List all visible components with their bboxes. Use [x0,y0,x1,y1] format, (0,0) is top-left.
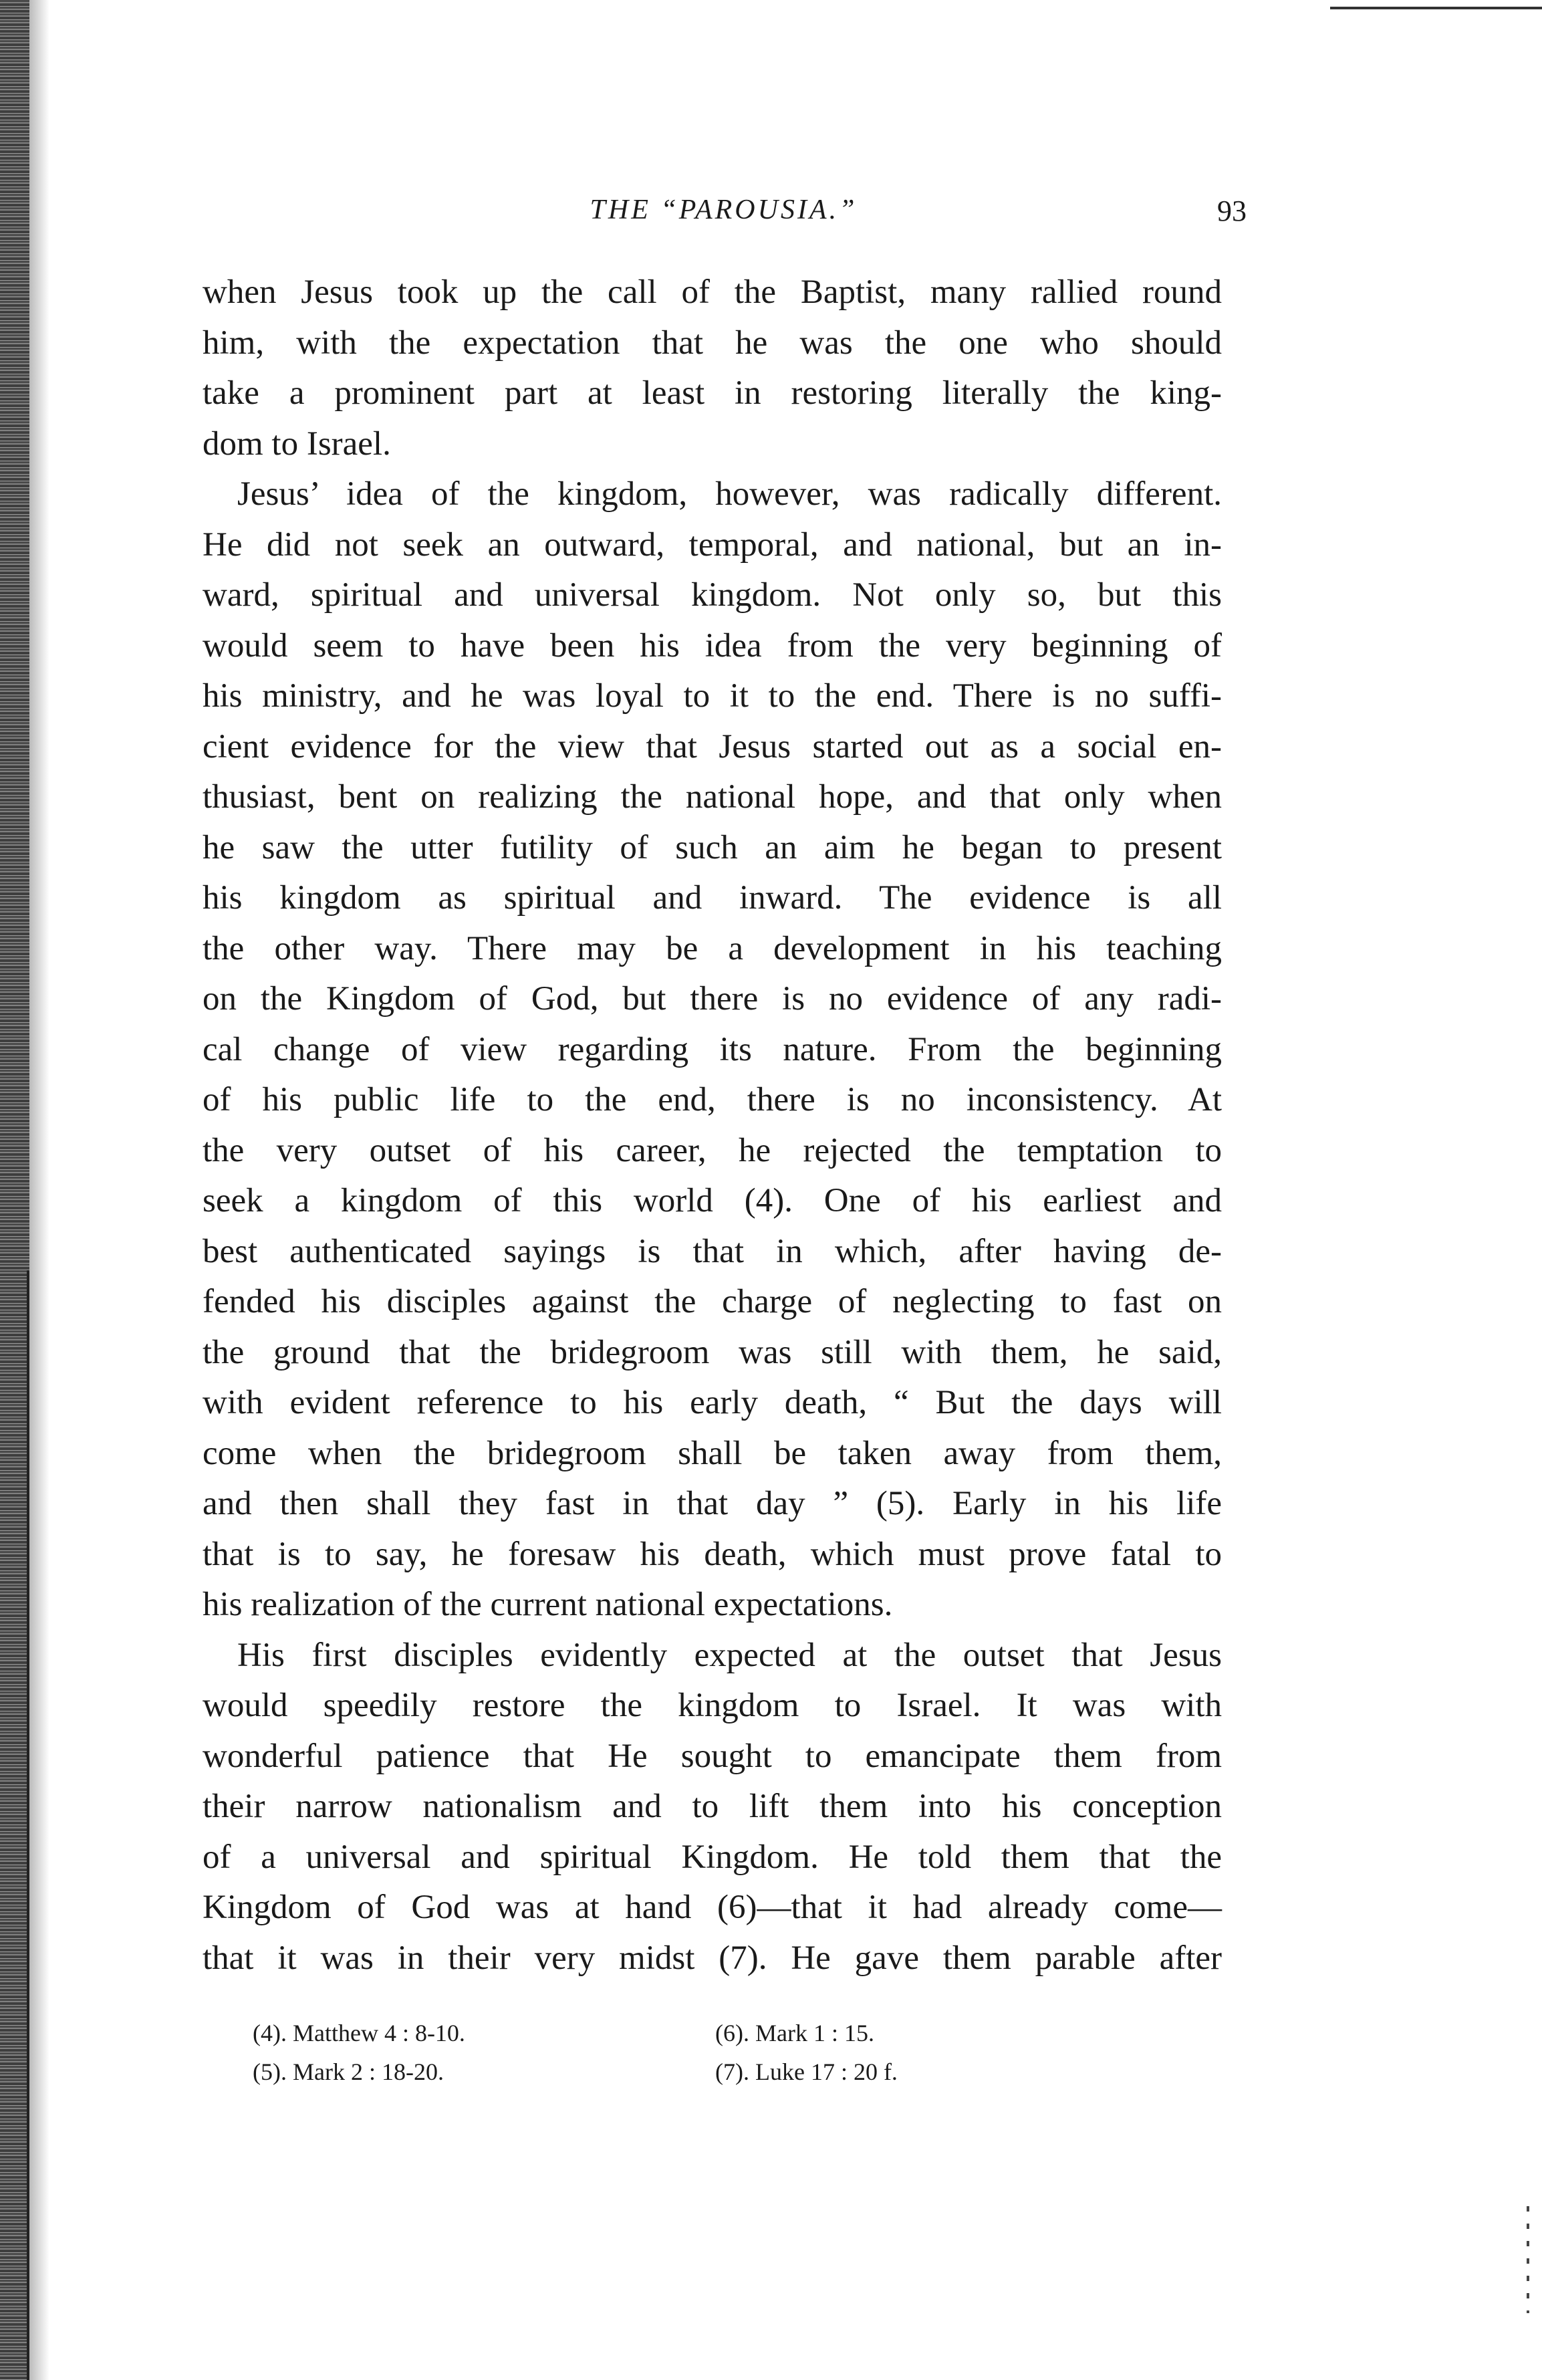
text-line: on the Kingdom of God, but there is no evidence of any radi- [203,980,1222,1018]
binding-shadow [29,0,49,2380]
text-line: would speedily restore the kingdom to Israel. It was with [203,1687,1222,1724]
footnote-row [253,2014,1122,2052]
text-line: thusiast, bent on realizing the national hope, and that only when [203,778,1222,816]
text-line: seek a kingdom of this world (4). One of his earliest and [203,1182,1222,1219]
text-line: cient evidence for the view that Jesus started out as a social en- [203,727,1222,765]
paragraph [203,469,1222,1631]
text-line: come when the bridegroom shall be taken away from them, [203,1434,1222,1472]
text-line: that is to say, he foresaw his death, which must prove fatal to [203,1535,1222,1573]
text-line: ward, spiritual and universal kingdom. Not only so, but this [203,576,1222,614]
text-line: him, with the expectation that he was the one who should [203,324,1222,362]
footnote-7: (7). Luke 17 : 20 f. [715,2058,898,2085]
scan-specks [1527,2206,1529,2313]
text-line: his kingdom as spiritual and inward. The evidence is all [203,879,1222,917]
text-line: the ground that the bridegroom was still with them, he said, [203,1333,1222,1371]
text-line: that it was in their very midst (7). He gave them parable after [203,1939,1222,1977]
text-line: the very outset of his career, he rejected the temptation to [203,1131,1222,1169]
text-line: fended his disciples against the charge of neglecting to fast on [203,1283,1222,1320]
paragraph [203,267,1222,469]
text-line: Kingdom of God was at hand (6)—that it had already come— [203,1889,1222,1926]
body-text [203,267,1222,1984]
scan-edge-rule [1330,7,1542,9]
text-line: wonderful patience that He sought to emancipate them from [203,1737,1222,1775]
text-line: He did not seek an outward, temporal, and national, but an in- [203,525,1222,564]
text-line: take a prominent part at least in restoring literally the king- [203,374,1222,412]
footnote-4: (4). Matthew 4 : 8-10. [253,2020,465,2046]
footnote-5: (5). Mark 2 : 18-20. [253,2058,444,2085]
text-line: best authenticated sayings is that in which, after having de- [203,1232,1222,1270]
text-line: his ministry, and he was loyal to it to the end. There is no suffi- [203,677,1222,715]
text-line: cal change of view regarding its nature. From the beginning [203,1030,1222,1068]
text-line: and then shall they fast in that day ” (5). Early in his life [203,1485,1222,1522]
text-line: the other way. There may be a development in his teaching [203,929,1222,967]
text-line: his realization of the current national expectations. [203,1586,893,1623]
text-line: when Jesus took up the call of the Baptist, many rallied round [203,273,1222,311]
binding-edge [0,0,29,2380]
footnote-6: (6). Mark 1 : 15. [715,2020,874,2046]
text-line: with evident reference to his early death, “ But the days will [203,1384,1222,1421]
running-title: THE “PAROUSIA.” [590,195,858,225]
text-line: would seem to have been his idea from the very beginning of [203,626,1222,665]
text-line: of his public life to the end, there is no inconsistency. At [203,1081,1222,1118]
text-line: he saw the utter futility of such an aim he began to present [203,828,1222,866]
page-number: 93 [1217,195,1247,227]
text-line: dom to Israel. [203,425,391,463]
text-line: their narrow nationalism and to lift them into his conception [203,1788,1222,1825]
text-line: Jesus’ idea of the kingdom, however, was radically different. [237,475,1222,513]
running-header [201,194,1247,234]
footnote-row [253,2052,1122,2091]
footnotes [253,2014,1122,2091]
text-line: His first disciples evidently expected at the outset that Jesus [237,1636,1222,1674]
paragraph [203,1631,1222,1984]
text-line: of a universal and spiritual Kingdom. He told them that the [203,1838,1222,1876]
binding-line [27,1270,29,2380]
